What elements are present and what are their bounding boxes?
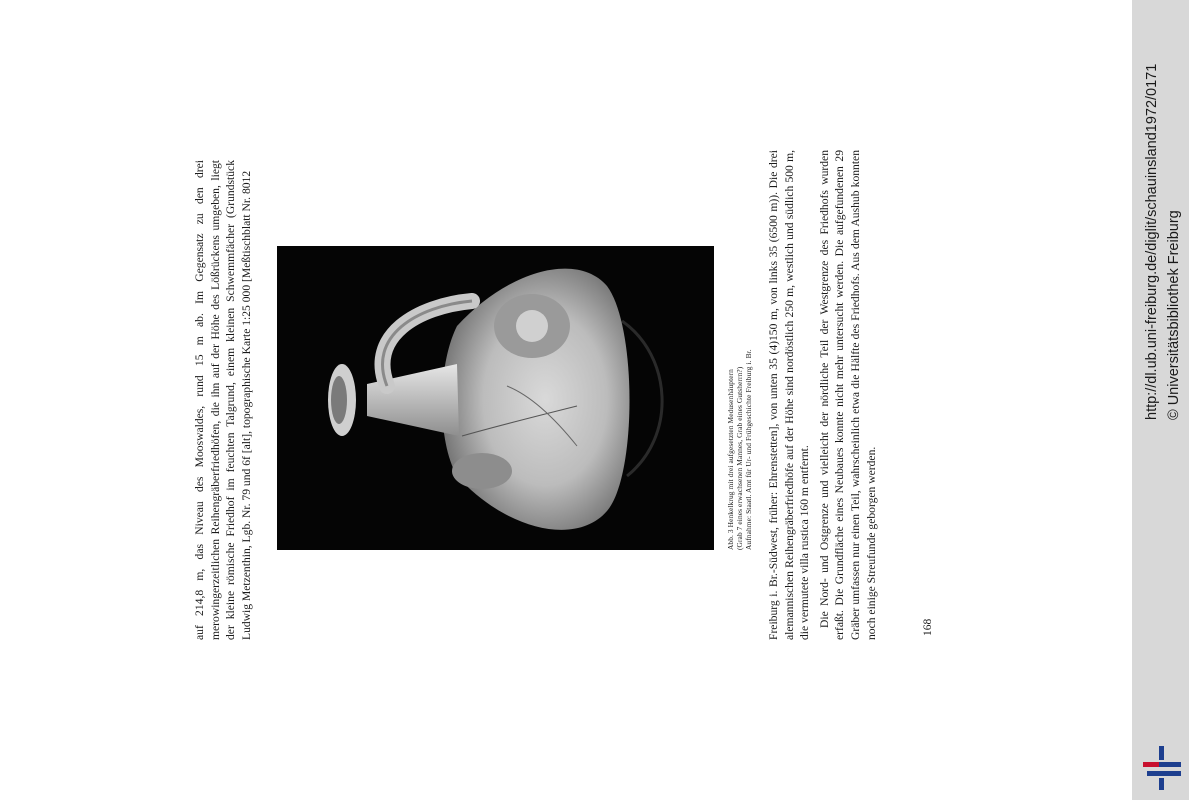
caption-line: Aufnahme: Staatl. Amt für Ur- und Frühgeschichte Freiburg i. Br. [744, 349, 754, 550]
text-block-bottom [766, 150, 879, 640]
caption-line: Abb. 3 Henkelkrug mit drei aufgesetzten Medusenhäuptern [726, 369, 735, 550]
ub-freiburg-logo [1141, 744, 1183, 792]
source-url-link[interactable]: http://dl.ub.uni-freiburg.de/diglit/schauinsland1972/0171 [1144, 63, 1160, 420]
paragraph: Die Nord- und Ostgrenze und vielleicht der nördliche Teil der Westgrenze des Friedhofs wurden erfaßt. Die Grundfläche eines Neubaues konnte nicht mehr untersucht werden. Die aufgefundenen 29 Gräber umfassen nur einen Teil, wahrscheinlich etwa die Hälfte des Friedhofs. Aus dem Aushub konnten noch einige Streufunde geborgen werden. [817, 150, 878, 640]
photo-jug [277, 246, 714, 550]
paragraph: Freiburg i. Br.-Südwest, früher: Ehrenstetten], von unten 35 (4)150 m, von links 35 (6500 m)). Die drei alemannischen Reihengräberfriedhöfe auf der Höhe sind nordöstlich 250 m, westlich und südlich 500 m, die vermutete villa rustica 160 m entfernt. [767, 150, 812, 640]
jug-photo-illustration [277, 246, 714, 550]
figure-caption [726, 246, 754, 550]
caption-line: (Grab 7 eines erwachsenen Mannes, Grab eines Gutsherrn?) [735, 366, 745, 550]
paragraph: auf 214,8 m, das Niveau des Mooswaldes, rund 15 m ab. Im Gegensatz zu den drei merowingerzeitlichen Reihengräberfriedhöfen, die ihn auf der Höhe des Lößrückens umgeben, liegt der kleine römische Friedhof im feuchten Talgrund, einem kleinen Schwemmfächer (Grundstück Ludwig Metzenthin, Lgb. Nr. 79 und 6f [alt], topographische Karte 1:25 000 [Meßtischblatt Nr. 8012 [193, 160, 253, 640]
page-number: 168 [922, 618, 934, 636]
sidebar-text [1141, 0, 1185, 420]
text-block-top [192, 160, 254, 640]
copyright-text: © Universitätsbibliothek Freiburg [1166, 210, 1182, 420]
